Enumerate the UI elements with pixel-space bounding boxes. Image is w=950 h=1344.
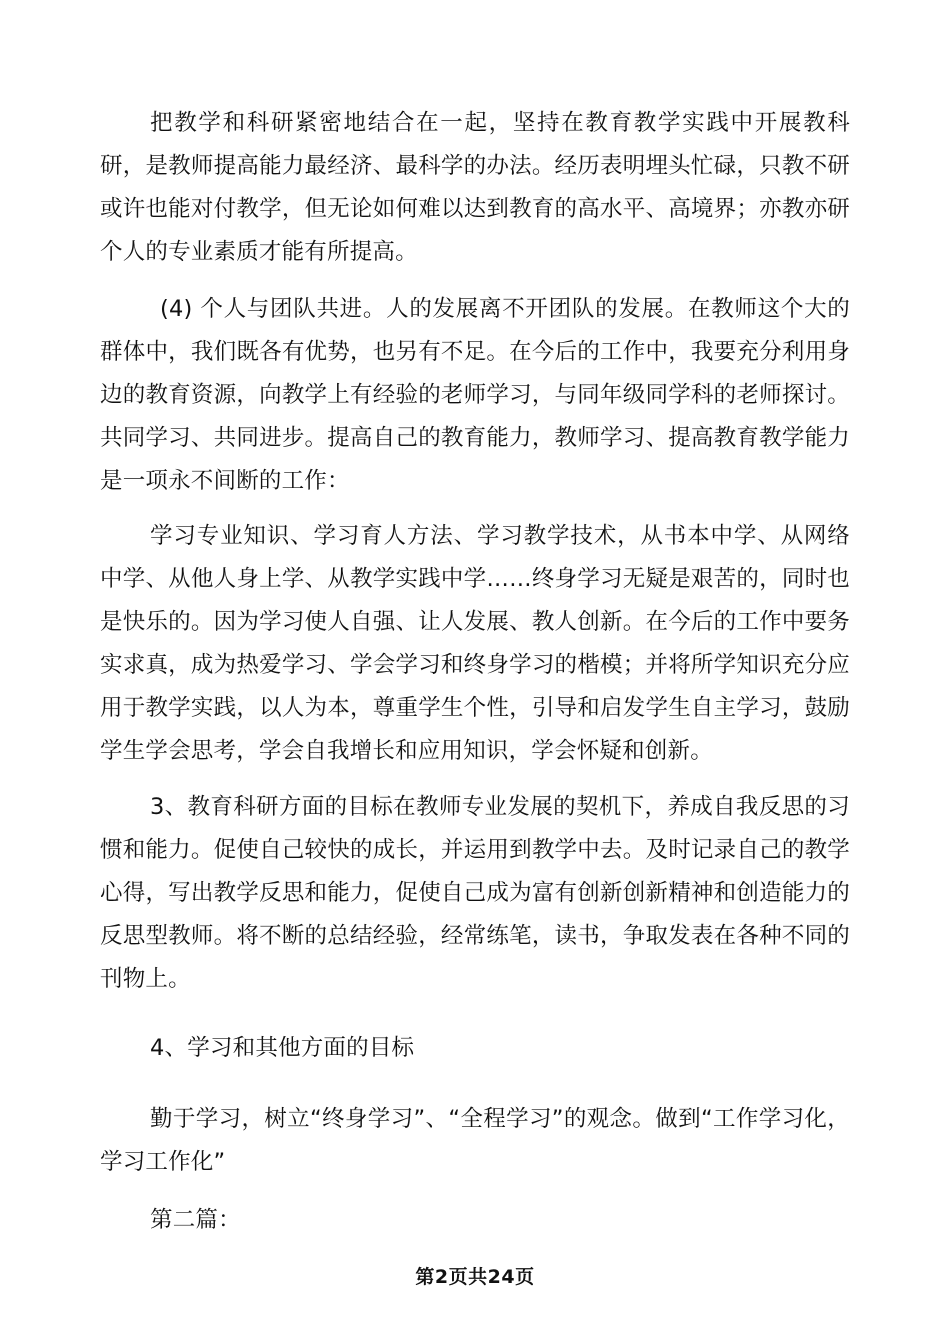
- page-number-footer: 第2页共24页: [415, 1266, 535, 1288]
- paragraph-research-goals: 3、教育科研方面的目标在教师专业发展的契机下，养成自我反思的习惯和能力。促使自己较快的成长，并运用到教学中去。及时记录自己的教学心得，写出教学反思和能力，促使自己成为富有创新创新精神和创造能力的反思型教师。将不断的总结经验，经常练笔，读书，争取发表在各种不同的刊物上。: [100, 794, 850, 992]
- paragraph-learning-attitude: 勤于学习，树立“终身学习”、“全程学习”的观念。做到“工作学习化，学习工作化”: [100, 1106, 850, 1175]
- paragraph-team-progress: (4) 个人与团队共进。人的发展离不开团队的发展。在教师这个大的群体中，我们既各有优势，也另有不足。在今后的工作中，我要充分利用身边的教育资源，向教学上有经验的老师学习，与同年级同学科的老师探讨。共同学习、共同进步。提高自己的教育能力，教师学习、提高教育教学能力是一项永不间断的工作：: [100, 296, 850, 494]
- paragraph-lifelong-learning: 学习专业知识、学习育人方法、学习教学技术，从书本中学、从网络中学、从他人身上学、从教学实践中学……终身学习无疑是艰苦的，同时也是快乐的。因为学习使人自强、让人发展、教人创新。在今后的工作中要务实求真，成为热爱学习、学会学习和终身学习的楷模；并将所学知识充分应用于教学实践，以人为本，尊重学生个性，引导和启发学生自主学习，鼓励学生学会思考，学会自我增长和应用知识，学会怀疑和创新。: [100, 523, 850, 764]
- paragraph-research-integration: 把教学和科研紧密地结合在一起，坚持在教育教学实践中开展教科研，是教师提高能力最经济、最科学的办法。经历表明埋头忙碌，只教不研或许也能对付教学，但无论如何难以达到教育的高水平、高境界；亦教亦研个人的专业素质才能有所提高。: [100, 110, 850, 265]
- document-body: [100, 102, 850, 1242]
- section-heading-other-goals: 4、学习和其他方面的目标: [150, 1035, 415, 1061]
- section-heading-second-part: 第二篇：: [150, 1207, 241, 1233]
